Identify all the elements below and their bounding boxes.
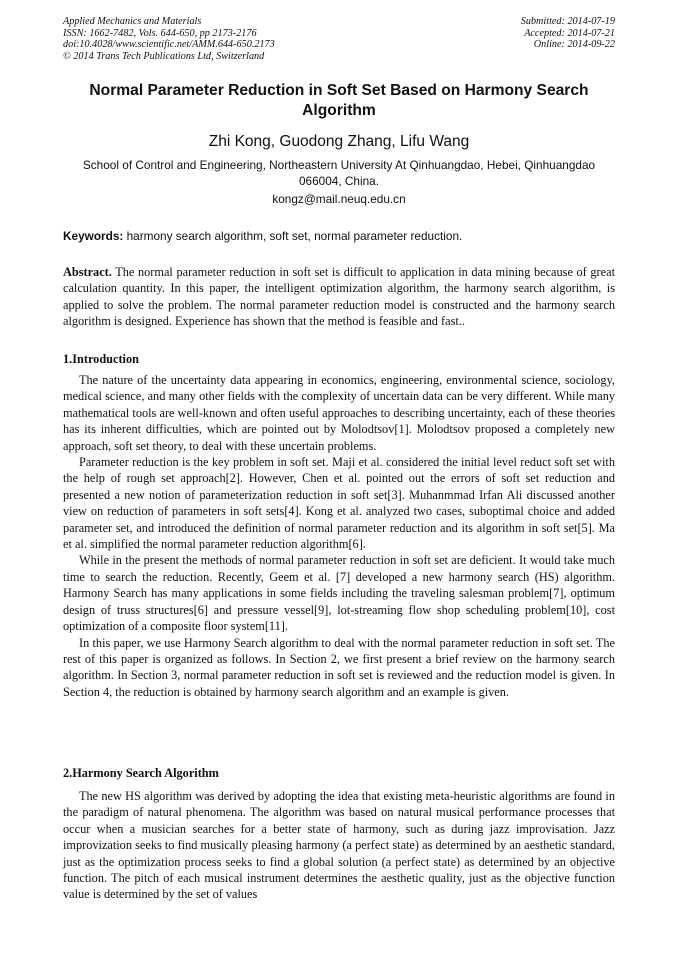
- affiliation: School of Control and Engineering, Northeastern University At Qinhuangdao, Hebei, Qinhuangdao 066004, China.: [82, 158, 596, 188]
- introduction-body: [63, 372, 615, 700]
- keywords-label: Keywords:: [63, 229, 124, 243]
- keywords-text: harmony search algorithm, soft set, normal parameter reduction.: [123, 229, 463, 243]
- section-heading-harmony-search: 2.Harmony Search Algorithm: [63, 766, 219, 780]
- issn-line: ISSN: 1662-7482, Vols. 644-650, pp 2173-2176: [63, 27, 257, 39]
- keywords: [63, 229, 615, 244]
- abstract-text: The normal parameter reduction in soft set is difficult to application in data mining because of great calculation quantity. In this paper, the intelligent optimization algorithm, the harmony search algorithm, is applied to solve the problem. The normal parameter reduction model is constructed and the harmony search algorithm is designed. Experience has shown that the method is feasible and fast..: [63, 265, 615, 329]
- paragraph: The new HS algorithm was derived by adopting the idea that existing meta-heuristic algorithms are found in the paradigm of natural phenomena. The algorithm was based on natural musical performance processes that occur when a musician searches for a better state of harmony, such as during jazz improvisation. Jazz improvization seeks to find musically pleasing harmony (a perfect state) as determined by an aesthetic standard, just as the optimization process seeks to find a global solution (a perfect state) as determined by an objective function. The pitch of each musical instrument determines the aesthetic quality, just as the objective function value is determined by the set of values: [63, 789, 615, 902]
- online-date: Online: 2014-09-22: [533, 39, 615, 51]
- author-email: kongz@mail.neuq.edu.cn: [272, 192, 406, 206]
- paragraph: In this paper, we use Harmony Search algorithm to deal with the normal parameter reduction in soft set. The rest of this paper is organized as follows. In Section 2, we first present a brief review on the harmony search algorithm. In Section 3, normal parameter reduction in soft set is reviewed and the reduction model is given. In Section 4, the reduction is obtained by harmony search algorithm and an example is given.: [63, 635, 615, 699]
- harmony-search-body: [63, 788, 615, 903]
- paragraph: The nature of the uncertainty data appearing in economics, engineering, environmental science, sociology, medical science, and many other fields with the complexity of uncertain data can be very different. While many mathematical tools are well-known and often useful approaches to describing uncertainty, each of these theories has its inherent difficulties, which are pointed out by Molodtsov[1]. Molodtsov proposed a completely new approach, soft set theory, to deal with these uncertain problems.: [63, 373, 615, 453]
- authors: Zhi Kong, Guodong Zhang, Lifu Wang: [208, 133, 470, 150]
- paragraph: Parameter reduction is the key problem in soft set. Maji et al. considered the initial level reduct soft set with the help of rough set approach[2]. However, Chen et al. pointed out the errors of soft set reduction and presented a new notion of parameterization reduction in soft set[3]. Muhanmmad Irfan Ali discussed another view on reduction of parameters in soft sets[4]. Kong et al. analyzed two cases, suboptimal choice and added parameter set, and introduced the definition of normal parameter reduction and its algorithm in soft set[5]. Ma et al. simplified the normal parameter reduction algorithm[6].: [63, 455, 615, 552]
- doi-line: doi:10.4028/www.scientific.net/AMM.644-650.2173: [63, 39, 275, 51]
- submitted-date: Submitted: 2014-07-19: [520, 16, 615, 27]
- journal-info: [63, 16, 363, 62]
- journal-name: Applied Mechanics and Materials: [63, 16, 202, 27]
- paragraph: While in the present the methods of normal parameter reduction in soft set are deficient. It would take much time to search the reduction. Recently, Geem et al. [7] developed a new harmony search (HS) algorithm. Harmony Search has many applications in some fields including the traveling salesman problem[7], optimum design of truss structures[6] and pressure vessel[9], lot-streaming flow shop scheduling problem[10], cost optimization of a composite floor system[11].: [63, 553, 615, 634]
- abstract-label: Abstract.: [63, 265, 112, 279]
- paper-title: Normal Parameter Reduction in Soft Set Based on Harmony Search Algorithm: [89, 82, 589, 119]
- section-heading-introduction: 1.Introduction: [63, 352, 139, 366]
- publication-dates: [415, 16, 615, 51]
- copyright-line: © 2014 Trans Tech Publications Ltd, Switzerland: [63, 50, 265, 62]
- accepted-date: Accepted: 2014-07-21: [524, 27, 615, 39]
- abstract: [63, 264, 615, 330]
